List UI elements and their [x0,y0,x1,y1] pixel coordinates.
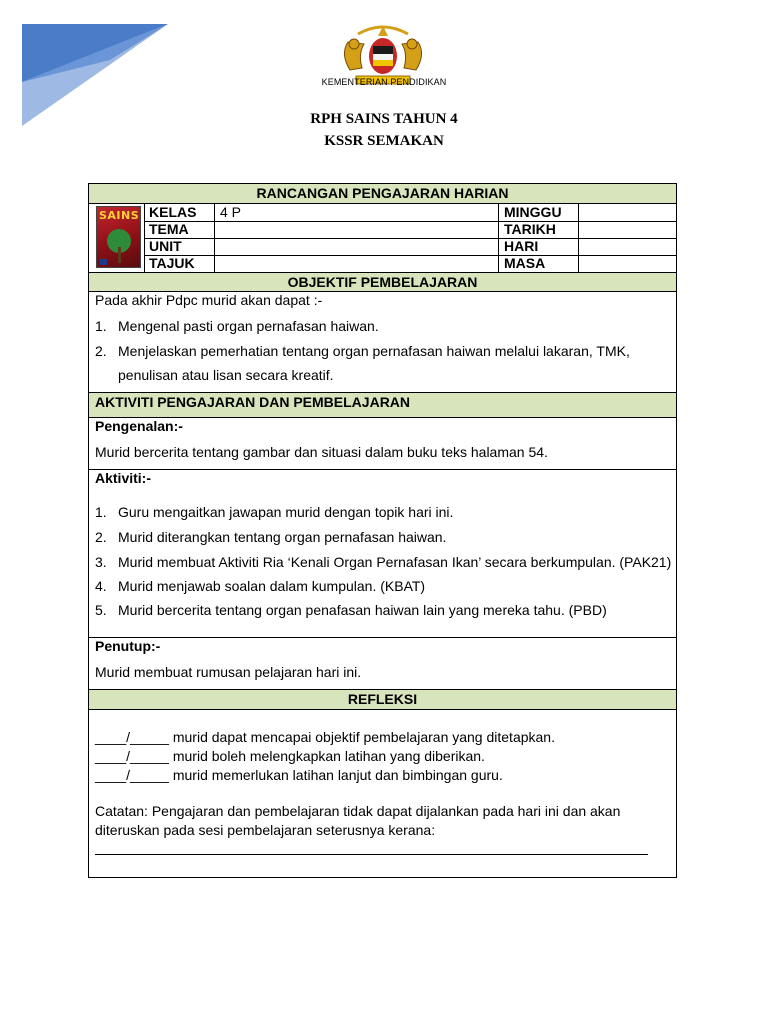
hari-label: HARI [504,238,539,254]
objektif-item-2-number: 2. [95,343,107,359]
tajuk-label: TAJUK [149,255,195,271]
pengenalan-label: Pengenalan:- [95,418,183,434]
publisher-badge [100,259,107,265]
aktiviti-item-3-number: 3. [95,554,107,570]
unit-label: UNIT [149,238,182,254]
refleksi-line-1: ____/_____ murid dapat mencapai objektif pembelajaran yang ditetapkan. [95,729,555,745]
pengenalan-text: Murid bercerita tentang gambar dan situasi dalam buku teks halaman 54. [95,444,548,460]
objektif-item-1-number: 1. [95,318,107,334]
kelas-label: KELAS [149,204,197,220]
refleksi-line-3: ____/_____ murid memerlukan latihan lanjut dan bimbingan guru. [95,767,503,783]
aktiviti-item-3: Murid membuat Aktiviti Ria ‘Kenali Organ Pernafasan Ikan’ secara berkumpulan. (PAK21) [118,554,672,570]
aktiviti-label: Aktiviti:- [95,470,151,486]
lesson-plan-form [88,183,677,878]
ministry-name: KEMENTERIAN PENDIDIKAN [321,77,447,87]
catatan-answer-line [95,854,648,855]
objektif-item-1: Mengenal pasti organ pernafasan haiwan. [118,318,379,334]
textbook-cover-title: SAINS [99,209,140,222]
form-heading: RANCANGAN PENGAJARAN HARIAN [89,184,676,204]
objektif-intro: Pada akhir Pdpc murid akan dapat :- [95,292,323,308]
kelas-value: 4 P [220,204,242,220]
aktiviti-item-5: Murid bercerita tentang organ penafasan haiwan lain yang mereka tahu. (PBD) [118,602,607,618]
tema-label: TEMA [149,221,189,237]
aktiviti-item-4-number: 4. [95,578,107,594]
aktiviti-item-2: Murid diterangkan tentang organ pernafasan haiwan. [118,529,447,545]
penutup-label: Penutup:- [95,638,161,654]
aktiviti-item-4: Murid menjawab soalan dalam kumpulan. (KBAT) [118,578,426,594]
refleksi-line-2: ____/_____ murid boleh melengkapkan latihan yang diberikan. [95,748,485,764]
sains-textbook-cover [96,206,141,268]
page-title: RPH SAINS TAHUN 4 [310,111,458,127]
objektif-item-2: Menjelaskan pemerhatian tentang organ pernafasan haiwan melalui lakaran, TMK, [118,343,630,359]
tarikh-label: TARIKH [504,221,556,237]
catatan-line-1: Catatan: Pengajaran dan pembelajaran tidak dapat dijalankan pada hari ini dan akan [95,803,621,819]
penutup-text: Murid membuat rumusan pelajaran hari ini. [95,664,362,680]
masa-label: MASA [504,255,546,271]
aktiviti-item-2-number: 2. [95,529,107,545]
aktiviti-item-1-number: 1. [95,504,107,520]
minggu-label: MINGGU [504,204,562,220]
refleksi-heading: REFLEKSI [89,689,676,710]
catatan-line-2: diteruskan pada sesi pembelajaran seterusnya kerana: [95,822,436,838]
objektif-heading: OBJEKTIF PEMBELAJARAN [89,272,676,292]
objektif-item-2-continued: penulisan atau lisan secara kreatif. [118,367,334,383]
page-subtitle: KSSR SEMAKAN [324,133,444,149]
aktiviti-heading: AKTIVITI PENGAJARAN DAN PEMBELAJARAN [89,392,676,418]
aktiviti-item-5-number: 5. [95,602,107,618]
aktiviti-item-1: Guru mengaitkan jawapan murid dengan topik hari ini. [118,504,454,520]
